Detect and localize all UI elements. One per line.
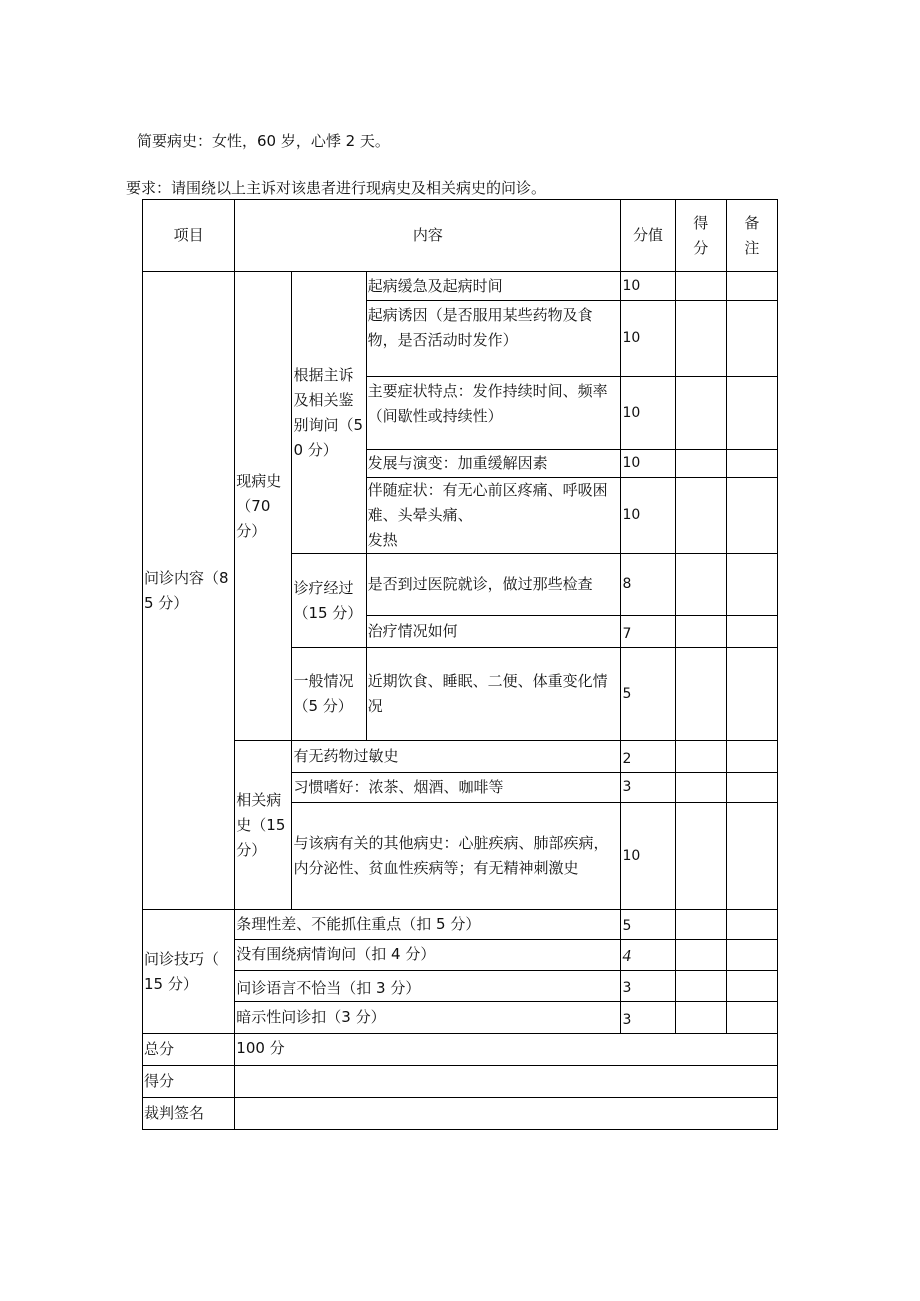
item-content: 没有围绕病情询问（扣 4 分） [235,940,621,971]
total-value: 100 分 [235,1034,778,1066]
item-score: 7 [621,616,675,648]
item-content: 起病诱因（是否服用某些药物及食物，是否活动时发作） [366,301,621,377]
group-technique: 问诊技巧（ 15 分） [143,910,235,1034]
note-cell[interactable] [726,971,777,1002]
note-cell[interactable] [726,940,777,971]
group-present-history: 现病史（70 分） [235,272,292,741]
item-content-line: 伴随症状：有无心前区疼痛、呼吸困难、头晕头痛、 [367,481,608,524]
got-score-cell[interactable] [675,301,726,377]
group-inquiry-content: 问诊内容（85 分） [143,272,235,910]
got-score-cell[interactable] [675,741,726,773]
note-cell[interactable] [726,803,777,910]
header-row [143,200,778,272]
item-content: 起病缓急及起病时间 [366,272,621,301]
note-cell[interactable] [726,554,777,616]
note-cell[interactable] [726,478,777,554]
table-row [143,971,778,1002]
group-related-history: 相关病史（15 分） [235,741,292,910]
got-score-row [143,1066,778,1098]
total-row [143,1034,778,1066]
got-score-cell[interactable] [675,648,726,741]
table-row [143,741,778,773]
item-content: 有无药物过敏史 [292,741,621,773]
note-cell[interactable] [726,910,777,940]
note-cell[interactable] [726,741,777,773]
got-score-cell[interactable] [675,478,726,554]
note-cell[interactable] [726,301,777,377]
table-row [143,910,778,940]
item-score: 5 [621,910,675,940]
got-score-cell[interactable] [675,1002,726,1034]
item-content: 习惯嗜好：浓茶、烟酒、咖啡等 [292,773,621,803]
item-score: 10 [621,377,675,450]
group-diagnosis-course: 诊疗经过（15 分） [292,554,366,648]
note-cell[interactable] [726,616,777,648]
item-content: 与该病有关的其他病史：心脏疾病、肺部疾病，内分泌性、贫血性疾病等；有无精神刺激史 [292,803,621,910]
item-content: 主要症状特点：发作持续时间、频率（间歇性或持续性） [366,377,621,450]
group-general-condition: 一般情况（5 分） [292,648,366,741]
item-score: 8 [621,554,675,616]
got-score-cell[interactable] [675,377,726,450]
item-score: 4 [621,940,675,971]
table-row [143,1002,778,1034]
got-score-cell[interactable] [675,803,726,910]
judge-signature-label: 裁判签名 [143,1098,235,1130]
got-score-total-cell[interactable] [235,1066,778,1098]
got-score-cell[interactable] [675,971,726,1002]
item-score: 10 [621,301,675,377]
item-content: 条理性差、不能抓住重点（扣 5 分） [235,910,621,940]
item-score: 2 [621,741,675,773]
got-score-cell[interactable] [675,616,726,648]
item-score: 3 [621,1002,675,1034]
item-content: 是否到过医院就诊，做过那些检查 [366,554,621,616]
judge-signature-cell[interactable] [235,1098,778,1130]
group-chief-complaint: 根据主诉及相关鉴别询问（50 分） [292,272,366,554]
item-content-line: 发热 [367,531,398,549]
note-cell[interactable] [726,272,777,301]
got-score-cell[interactable] [675,554,726,616]
item-score: 10 [621,478,675,554]
header-note: 备注 [726,200,777,272]
item-score: 3 [621,773,675,803]
item-content: 暗示性问诊扣（3 分） [235,1002,621,1034]
note-cell[interactable] [726,1002,777,1034]
got-score-cell[interactable] [675,940,726,971]
item-content: 治疗情况如何 [366,616,621,648]
item-score: 5 [621,648,675,741]
item-score: 3 [621,971,675,1002]
header-score: 分值 [621,200,675,272]
scoring-table [142,199,778,1130]
item-score: 10 [621,272,675,301]
header-content: 内容 [235,200,621,272]
header-got-score: 得分 [675,200,726,272]
item-score: 10 [621,803,675,910]
got-score-label: 得分 [143,1066,235,1098]
table-row [143,940,778,971]
brief-history: 简要病史：女性，60 岁，心悸 2 天。 [137,132,390,150]
note-cell[interactable] [726,450,777,478]
got-score-cell[interactable] [675,272,726,301]
header-item: 项目 [143,200,235,272]
item-content: 近期饮食、睡眠、二便、体重变化情况 [366,648,621,741]
total-label: 总分 [143,1034,235,1066]
got-score-cell[interactable] [675,450,726,478]
item-score: 10 [621,450,675,478]
item-content: 发展与演变：加重缓解因素 [366,450,621,478]
note-cell[interactable] [726,377,777,450]
requirement-text: 要求：请围绕以上主诉对该患者进行现病史及相关病史的问诊。 [126,179,547,197]
note-cell[interactable] [726,773,777,803]
note-cell[interactable] [726,648,777,741]
got-score-cell[interactable] [675,910,726,940]
got-score-cell[interactable] [675,773,726,803]
judge-signature-row [143,1098,778,1130]
table-row [143,272,778,301]
item-content [366,478,621,554]
item-content: 问诊语言不恰当（扣 3 分） [235,971,621,1002]
